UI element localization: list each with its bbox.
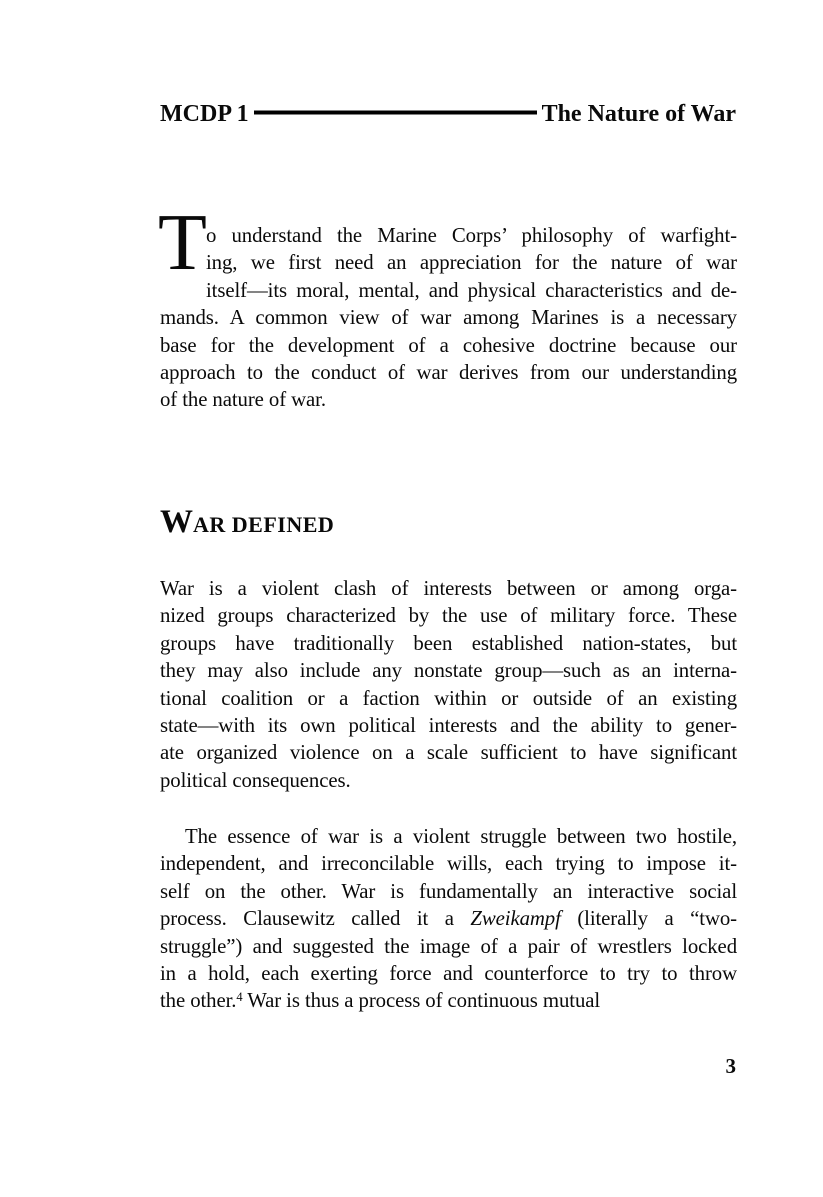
text-line — [160, 987, 737, 1014]
italic-term: Zweikampf — [470, 907, 561, 931]
text-line: they may also include any nonstate group—such as an interna- — [160, 659, 737, 683]
text-segment: War is thus a process of continuous mutual — [242, 989, 601, 1013]
text-segment: the other. — [160, 989, 237, 1013]
paragraph-essence-of-war — [160, 823, 737, 1015]
paragraph-war-definition — [160, 575, 737, 794]
text-line: political consequences. — [160, 768, 351, 792]
text-line: independent, and irreconcilable wills, each trying to impose it- — [160, 852, 737, 876]
section-heading-war-defined — [160, 504, 334, 541]
text-segment: (literally a “two- — [560, 907, 737, 931]
text-line: of the nature of war. — [160, 388, 326, 412]
text-line: base for the development of a cohesive doctrine because our — [160, 333, 737, 357]
text-line: mands. A common view of war among Marines is a necessary — [160, 306, 737, 330]
text-line: in a hold, each exerting force and counterforce to try to throw — [160, 961, 737, 985]
text-line: state—with its own political interests and the ability to gener- — [160, 713, 737, 737]
text-line: itself—its moral, mental, and physical characteristics and de- — [206, 278, 737, 302]
text-line: ing, we first need an appreciation for the nature of war — [206, 251, 737, 275]
text-line: self on the other. War is fundamentally an interactive social — [160, 879, 737, 903]
header-chapter-title: The Nature of War — [541, 101, 736, 127]
text-line: tional coalition or a faction within or outside of an existing — [160, 686, 737, 710]
header-rule — [254, 111, 537, 115]
text-line: nized groups characterized by the use of military force. These — [160, 604, 737, 628]
drop-cap: T — [158, 199, 207, 287]
text-line — [160, 905, 737, 932]
section-heading-rest: AR DEFINED — [193, 512, 335, 537]
text-line: War is a violent clash of interests between or among orga- — [160, 577, 737, 600]
section-heading-initial: W — [160, 504, 193, 540]
text-line: o understand the Marine Corps’ philosophy of warfight- — [206, 224, 737, 247]
text-line: ate organized violence on a scale sufficient to have significant — [160, 741, 737, 765]
text-line: approach to the conduct of war derives from our understanding — [160, 360, 737, 384]
footnote-reference: 4 — [236, 990, 243, 1005]
text-line: struggle”) and suggested the image of a pair of wrestlers locked — [160, 934, 737, 958]
text-line: groups have traditionally been established nation-states, but — [160, 631, 737, 655]
header-publication-label: MCDP 1 — [160, 101, 249, 127]
page-number: 3 — [725, 1054, 736, 1078]
intro-paragraph — [158, 199, 737, 414]
page-header — [160, 101, 736, 127]
text-segment: process. Clausewitz called it a — [160, 907, 471, 931]
text-line: The essence of war is a violent struggle between two hostile, — [185, 825, 737, 848]
